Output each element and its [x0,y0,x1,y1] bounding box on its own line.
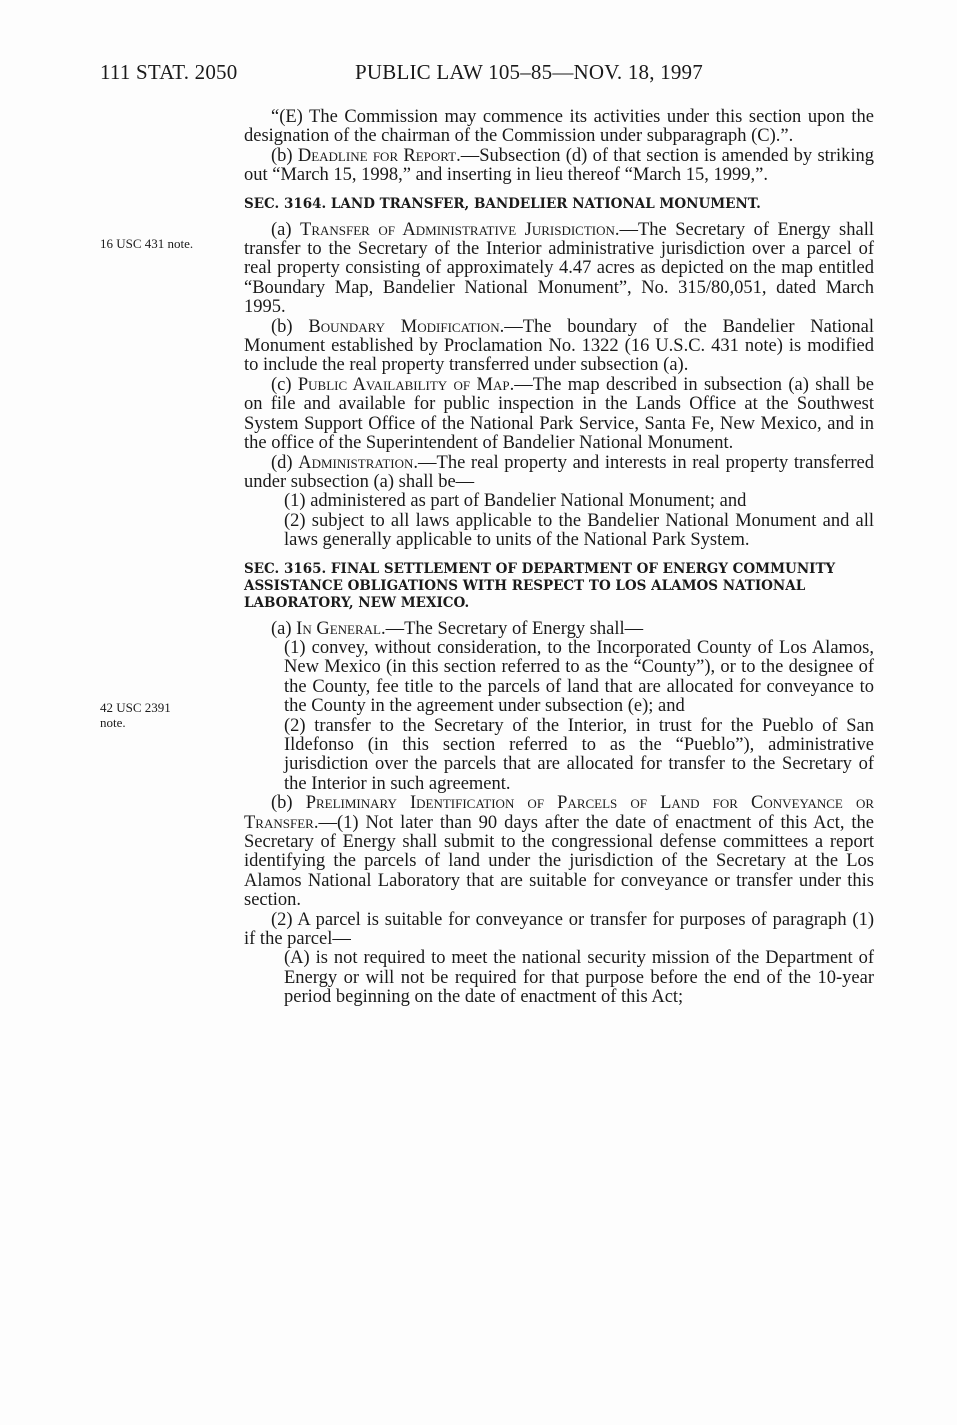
margin-note-usc-2391 [100,700,230,730]
margin-note-usc-431: 16 USC 431 note. [100,236,194,251]
subsection-caption: Public Availability of Map [297,374,510,395]
paragraph: (c) Public Availability of Map.—The map described in subsection (a) shall be on file and available for public inspection in the Lands Office at the Southwest System Support Office of the National Park Service, Santa Fe, New Mexico, and in the office of the Superintendent of Bandelier National Monument. [244,374,875,454]
section-heading-3165: SEC. 3165. FINAL SETTLEMENT OF DEPARTMENT OF ENERGY COMMUNITY ASSISTANCE OBLIGATIONS WITH RESPECT TO LOS ALAMOS NATIONAL LABORATORY, NEW MEXICO. [244,560,836,611]
running-head [100,60,703,85]
margin-note-line: note. [100,715,126,730]
list-item: (A) is not required to meet the national security mission of the Department of Energy or will not be required for that purpose before the end of the 10-year period beginning on the date of enactment of this Act; [284,948,874,1008]
list-item: (2) subject to all laws applicable to the Bandelier National Monument and all laws generally applicable to units of the National Park System. [284,510,874,551]
paragraph: (b) Preliminary Identification of Parcels of Land for Conveyance or Transfer.—(1) Not later than 90 days after the date of enactment of this Act, the Secretary of Energy shall submit to the congressional defense committees a report identifying the parcels of land under the jurisdiction of the Secretary at the Los Alamos National Laboratory that are suitable for conveyance or transfer under this section. [244,793,875,911]
subsection-caption: Administration [298,452,414,473]
paragraph: (a) Transfer of Administrative Jurisdiction.—The Secretary of Energy shall transfer to the Secretary of the Interior administrative jurisdiction over a parcel of real property consisting of approximately 4.47 acres as depicted on the map entitled “Boundary Map, Bandelier National Monument”, No. 315/80,051, dated March 1995. [244,219,874,318]
margin-note-line: 42 USC 2391 [100,700,171,715]
running-title: PUBLIC LAW 105–85—NOV. 18, 1997 [355,60,703,84]
paragraph: (b) Boundary Modification.—The boundary of the Bandelier National Monument established by Proclamation No. 1322 (16 U.S.C. 431 note) is modified to include the real property transferred under subsection (a). [244,316,874,376]
list-item: (1) convey, without consideration, to the Incorporated County of Los Alamos, New Mexico (in this section referred to as the “County”), or to the designee of the County, fee title to the parcels of land that are allocated for conveyance to the County in the agreement under subsection (e); and [284,637,874,717]
subsection-caption: In General [296,618,381,639]
list-item: (2) transfer to the Secretary of the Interior, in trust for the Pueblo of San Ildefonso (in this section referred to as the “Pueblo”), administrative jurisdiction over the parcels that are allocated for transfer to the Secretary of the Interior in such agreement. [284,715,874,794]
list-item: (1) administered as part of Bandelier National Monument; and [284,491,747,512]
subsection-caption: Boundary Modification [308,316,500,337]
subsection-caption: Deadline for Report [297,145,457,166]
subsection-caption: Preliminary Identification of Parcels of Land for Conveyance or Transfer [244,793,875,833]
page-reference: 111 STAT. 2050 [100,60,238,84]
paragraph: (d) Administration.—The real property and interests in real property transferred under subsection (a) shall be— [244,452,874,492]
paragraph: (b) Deadline for Report.—Subsection (d) of that section is amended by striking out “March 15, 1998,” and inserting in lieu thereof “March 15, 1999,”. [244,145,874,186]
paragraph: (a) In General.—The Secretary of Energy shall— [271,618,644,639]
subsection-caption: Transfer of Administrative Jurisdiction [300,219,615,240]
document-body [244,108,874,1008]
paragraph: “(E) The Commission may commence its activities under this section upon the designation of the chairman of the Commission under subparagraph (C).”. [244,107,874,147]
section-heading-3164: SEC. 3164. LAND TRANSFER, BANDELIER NATIONAL MONUMENT. [244,195,761,212]
paragraph: (2) A parcel is suitable for conveyance or transfer for purposes of paragraph (1) if the parcel— [244,909,874,950]
